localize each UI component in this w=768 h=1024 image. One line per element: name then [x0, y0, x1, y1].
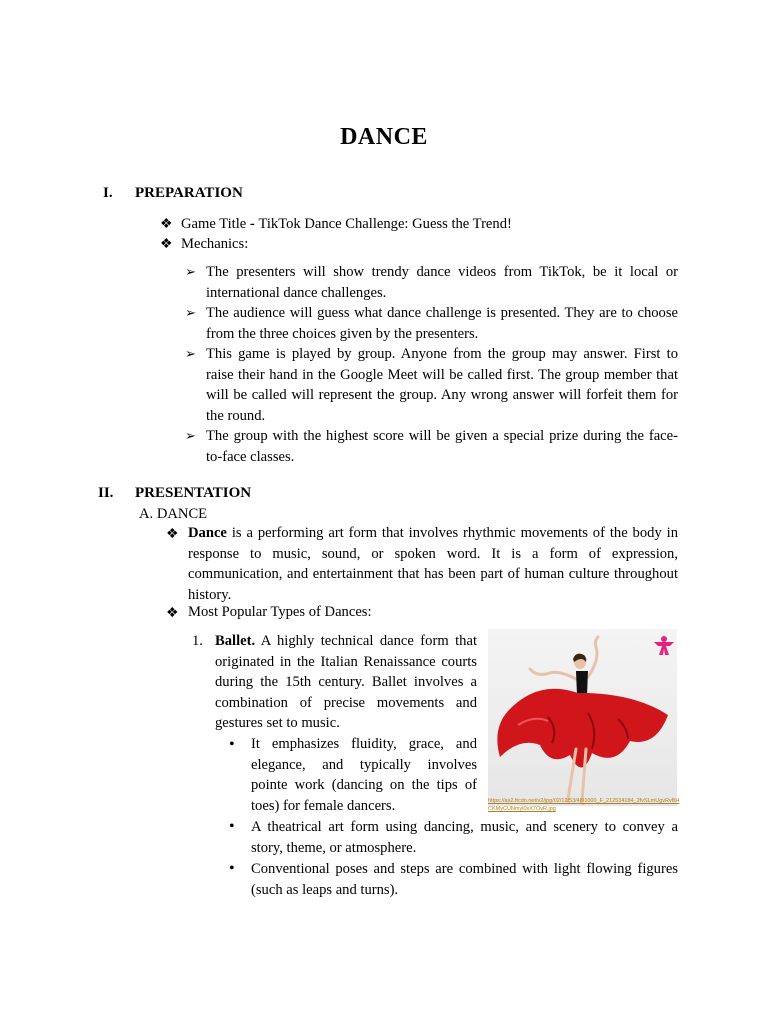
- text-line: communication, and entertainment that has been part of human culture throughout: [188, 566, 678, 582]
- game-title-line: [181, 214, 512, 235]
- text-line: gestures set to music.: [215, 715, 340, 731]
- text-line: The audience will guess what dance challenge is presented. They are to choose: [206, 305, 678, 321]
- diamond-bullet-icon: ❖: [160, 217, 173, 232]
- mechanics-item: [206, 344, 678, 426]
- text-line: story, theme, or atmosphere.: [251, 839, 417, 856]
- game-title-text: TikTok Dance Challenge: Guess the Trend!: [258, 216, 512, 232]
- text-line: A theatrical art form using dancing, music, and scenery to convey a: [251, 819, 678, 835]
- diamond-bullet-icon: ❖: [166, 527, 179, 542]
- text-line: The group with the highest score will be given a special prize during the face-: [206, 428, 678, 444]
- text-line: toes) for female dancers.: [251, 797, 396, 814]
- mechanics-label: Mechanics:: [181, 236, 249, 252]
- subsection-heading: A. DANCE: [139, 506, 208, 522]
- dance-term: Dance: [188, 525, 227, 541]
- text-line: international dance challenges.: [206, 284, 387, 301]
- section-number: I.: [103, 185, 113, 201]
- ballet-bullet: [251, 859, 678, 900]
- text-line: This game is played by group. Anyone from the group may answer. First to: [206, 346, 678, 362]
- diamond-bullet-icon: ❖: [166, 606, 179, 621]
- text-line: during the 15th century. Ballet involves a: [215, 674, 477, 690]
- ballet-bullet: [251, 817, 678, 858]
- arrow-bullet-icon: ➢: [185, 346, 196, 361]
- text-line: from the three choices given by the presenters.: [206, 325, 479, 342]
- text-line: [188, 523, 678, 544]
- section-number: II.: [98, 485, 114, 501]
- text-line: to-face classes.: [206, 448, 295, 465]
- mechanics-item: [206, 426, 678, 467]
- game-title-separator: -: [246, 216, 259, 232]
- text-line: The presenters will show trendy dance videos from TikTok, be it local or: [206, 264, 678, 280]
- ballet-term: Ballet.: [215, 633, 256, 649]
- text-line: elegance, and typically involves: [251, 756, 477, 773]
- text-line: raise their hand in the Google Meet will be called first. The group member that: [206, 366, 678, 383]
- arrow-bullet-icon: ➢: [185, 264, 196, 279]
- bullet-dot-icon: •: [229, 736, 235, 753]
- text-line: Conventional poses and steps are combined with light flowing figures: [251, 861, 678, 877]
- bullet-dot-icon: •: [229, 860, 235, 877]
- diamond-bullet-icon: ❖: [160, 237, 173, 252]
- text-line: (such as leaps and turns).: [251, 881, 399, 898]
- dance-definition: [188, 523, 678, 605]
- text-line: response to music, sound, or spoken word. It is a form of expression,: [188, 545, 678, 562]
- arrow-bullet-icon: ➢: [185, 428, 196, 443]
- text-line: the round.: [206, 407, 266, 424]
- section-heading: PRESENTATION: [135, 485, 252, 501]
- document-title: DANCE: [340, 124, 428, 150]
- text-line: history.: [188, 586, 232, 603]
- image-source-link[interactable]: https://as2.ftcdn.net/v2/jpg/02/12/53/48/1000_F_212534184_2fvSLmUgvRvBHCKMyCUNmyl0xX7OvR.jpg: [488, 798, 680, 812]
- mechanics-item: [206, 262, 678, 303]
- list-number: 1.: [192, 633, 203, 649]
- text-line: combination of precise movements and: [215, 694, 477, 711]
- text-line: pointe work (dancing on the tips of: [251, 777, 477, 793]
- ballet-bullet: [251, 734, 477, 816]
- text-line: It emphasizes fluidity, grace, and: [251, 736, 477, 752]
- ballet-dancer-illustration: [488, 629, 677, 806]
- game-title-label: Game Title: [181, 216, 247, 232]
- text-span: A highly technical dance form that: [255, 633, 477, 649]
- text-line: originated in the Italian Renaissance courts: [215, 653, 477, 670]
- ballet-description: [215, 631, 477, 734]
- section-heading: PREPARATION: [135, 185, 243, 201]
- popular-types-label: Most Popular Types of Dances:: [188, 604, 372, 620]
- mechanics-item: [206, 303, 678, 344]
- text-span: is a performing art form that involves rhythmic movements of the body in: [226, 525, 678, 541]
- arrow-bullet-icon: ➢: [185, 305, 196, 320]
- ballet-dancer-image: [488, 629, 677, 806]
- dancer-logo-icon: [654, 636, 674, 655]
- text-line: [215, 631, 477, 652]
- text-line: will be called will represent the group. Any wrong answer will forfeit them for: [206, 387, 678, 403]
- bullet-dot-icon: •: [229, 818, 235, 835]
